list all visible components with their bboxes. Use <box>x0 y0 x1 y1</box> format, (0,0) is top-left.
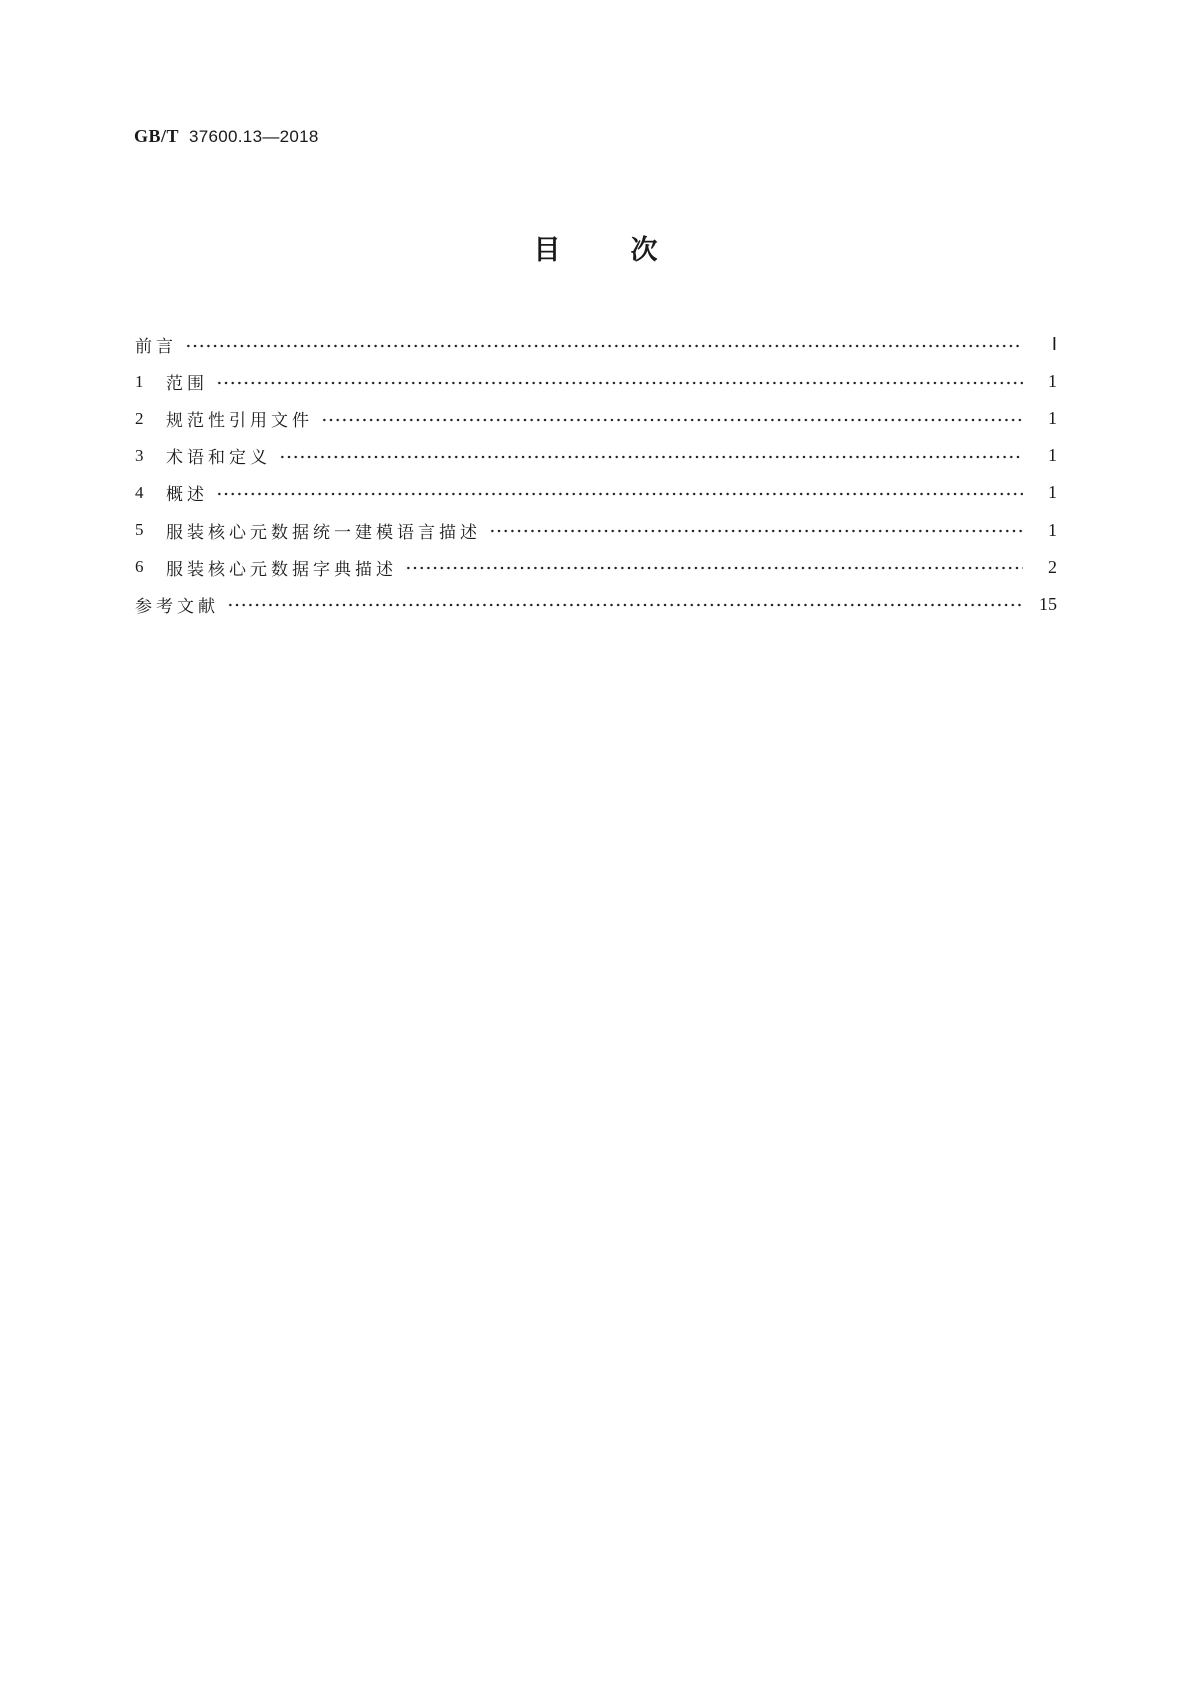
toc-entry-foreword[interactable] <box>135 326 1057 363</box>
toc-entry-5[interactable] <box>135 511 1057 548</box>
toc-entry-3[interactable] <box>135 437 1057 474</box>
dot-leader <box>489 521 1023 541</box>
toc-entry-page: 15 <box>1039 593 1057 614</box>
dot-leader <box>185 336 1023 356</box>
toc-entry-number: 2 <box>135 408 144 428</box>
toc-entry-2[interactable] <box>135 400 1057 437</box>
dot-leader <box>216 484 1023 504</box>
title-char-1: 目 <box>533 235 561 266</box>
toc-entry-page: 1 <box>1048 408 1057 429</box>
toc-entry-number: 3 <box>135 445 144 465</box>
toc-entry-number: 5 <box>135 520 144 540</box>
toc-entry-6[interactable] <box>135 549 1057 586</box>
toc-entry-label: 术语和定义 <box>166 448 271 469</box>
toc-entry-label: 规范性引用文件 <box>166 411 313 432</box>
document-header <box>134 126 319 147</box>
toc-entry-bibliography[interactable] <box>135 586 1057 623</box>
title-char-2: 次 <box>630 235 658 266</box>
toc-entry-page: Ⅰ <box>1051 334 1057 355</box>
toc-entry-page: 1 <box>1048 371 1057 392</box>
toc-entry-label: 服装核心元数据统一建模语言描述 <box>166 522 481 543</box>
dot-leader <box>216 373 1023 393</box>
dot-leader <box>321 410 1023 430</box>
toc-entry-label: 范围 <box>166 374 208 395</box>
toc-entry-page: 1 <box>1048 445 1057 466</box>
toc-entry-label: 概述 <box>166 485 208 506</box>
dot-leader <box>279 447 1023 467</box>
toc-entry-label: 前言 <box>135 337 177 358</box>
toc-entry-4[interactable] <box>135 474 1057 511</box>
standard-number: 37600.13—2018 <box>189 127 319 146</box>
dot-leader <box>405 558 1023 578</box>
toc-entry-1[interactable] <box>135 363 1057 400</box>
toc-entry-page: 2 <box>1048 556 1057 577</box>
toc-entry-number: 1 <box>135 371 144 391</box>
toc-entry-label: 服装核心元数据字典描述 <box>166 559 397 580</box>
toc-entry-number: 6 <box>135 557 144 577</box>
toc-entry-page: 1 <box>1048 482 1057 503</box>
toc-entry-label: 参考文献 <box>135 596 219 617</box>
toc-entry-number: 4 <box>135 482 144 502</box>
page-title <box>0 228 1191 267</box>
standard-prefix: GB/T <box>134 126 180 146</box>
toc-entry-page: 1 <box>1048 519 1057 540</box>
dot-leader <box>227 595 1023 615</box>
table-of-contents <box>135 326 1057 623</box>
